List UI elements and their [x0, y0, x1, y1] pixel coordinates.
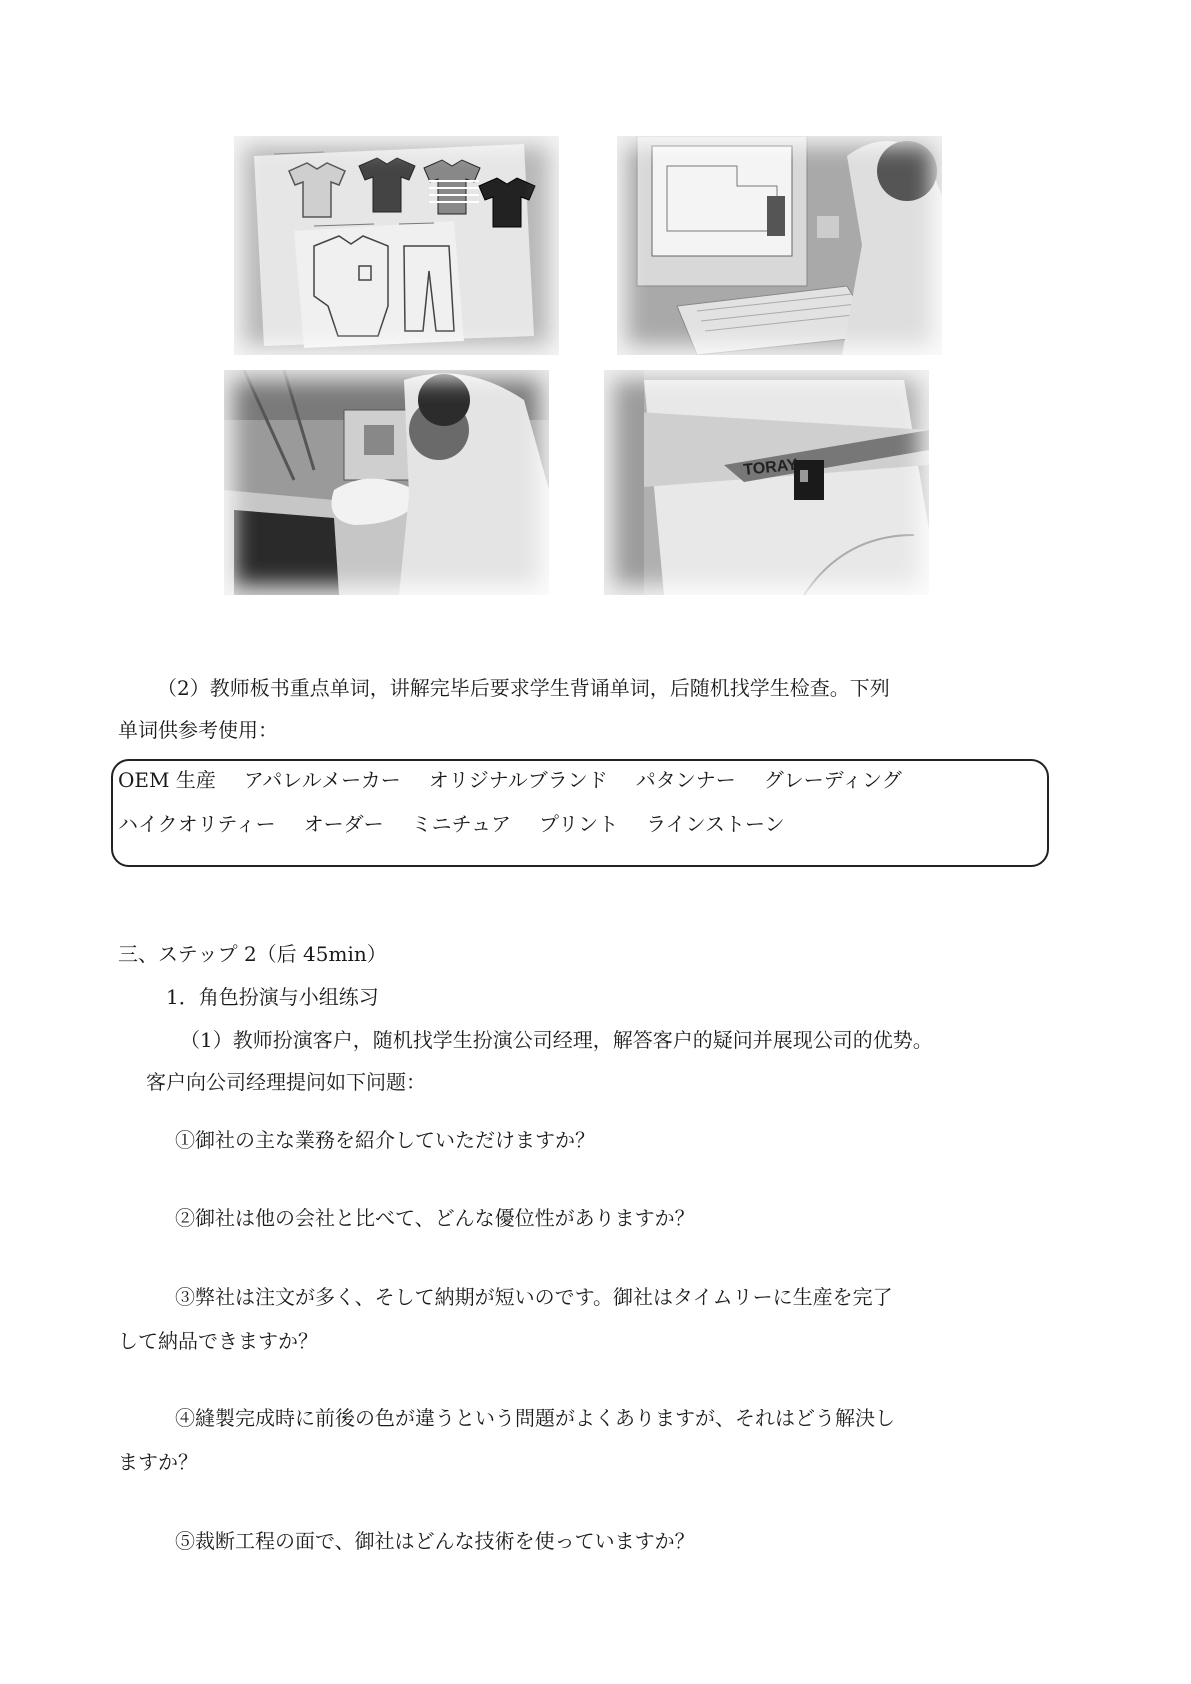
vocab-word: グレーディング: [763, 768, 902, 792]
vocab-word: OEM 生産: [118, 768, 216, 792]
vocab-word: プリント: [539, 812, 619, 836]
question-3-line1: ③弊社は注文が多く、そして納期が短いのです。御社はタイムリーに生産を完了: [175, 1285, 893, 1309]
vocab-word: ハイクオリティー: [118, 812, 276, 836]
vocab-word: ミニチュア: [411, 812, 512, 836]
cad-computer-operator-photo: [617, 136, 942, 355]
toray-logo-text: TORAY: [742, 456, 799, 479]
step2-heading: 三、ステップ 2（后 45min）: [118, 942, 387, 966]
question-4-line1: ④縫製完成時に前後の色が違うという問題がよくありますが、それはどう解決し: [175, 1406, 895, 1430]
question-3-line2: して納品できますか？: [118, 1329, 318, 1353]
garment-design-sheets-photo: [234, 136, 559, 355]
vocab-word: アパレルメーカー: [243, 768, 401, 792]
vocab-word: パタンナー: [635, 768, 736, 792]
step2-paragraph-1-line2: 客户向公司经理提问如下问题：: [146, 1070, 426, 1094]
sewing-machine-worker-photo: [224, 370, 549, 595]
question-4-line2: ますか？: [118, 1450, 198, 1474]
question-2: ②御社は他の会社と比べて、どんな優位性がありますか？: [175, 1206, 695, 1230]
step2-paragraph-1-line1: （1）教师扮演客户，随机找学生扮演公司经理，解答客户的疑问并展现公司的优势。: [180, 1028, 933, 1052]
vocab-word: オリジナルブランド: [428, 768, 608, 792]
vocabulary-row-2: [118, 810, 813, 838]
toray-cutting-machine-photo: [604, 370, 929, 595]
question-5: ⑤裁断工程の面で、御社はどんな技術を使っていますか？: [175, 1529, 695, 1553]
question-1: ①御社の主な業務を紹介していただけますか？: [175, 1128, 595, 1152]
vocab-word: ラインストーン: [646, 812, 785, 836]
vocabulary-row-1: [118, 766, 930, 794]
vocabulary-box: [111, 759, 1049, 867]
step1-paragraph-2-line2: 单词供参考使用：: [118, 718, 278, 742]
step2-subheading: 1．角色扮演与小组练习: [166, 985, 379, 1009]
vocab-word: オーダー: [303, 812, 384, 836]
step1-paragraph-2-line1: （2）教师板书重点单词，讲解完毕后要求学生背诵单词，后随机找学生检查。下列: [157, 676, 890, 700]
